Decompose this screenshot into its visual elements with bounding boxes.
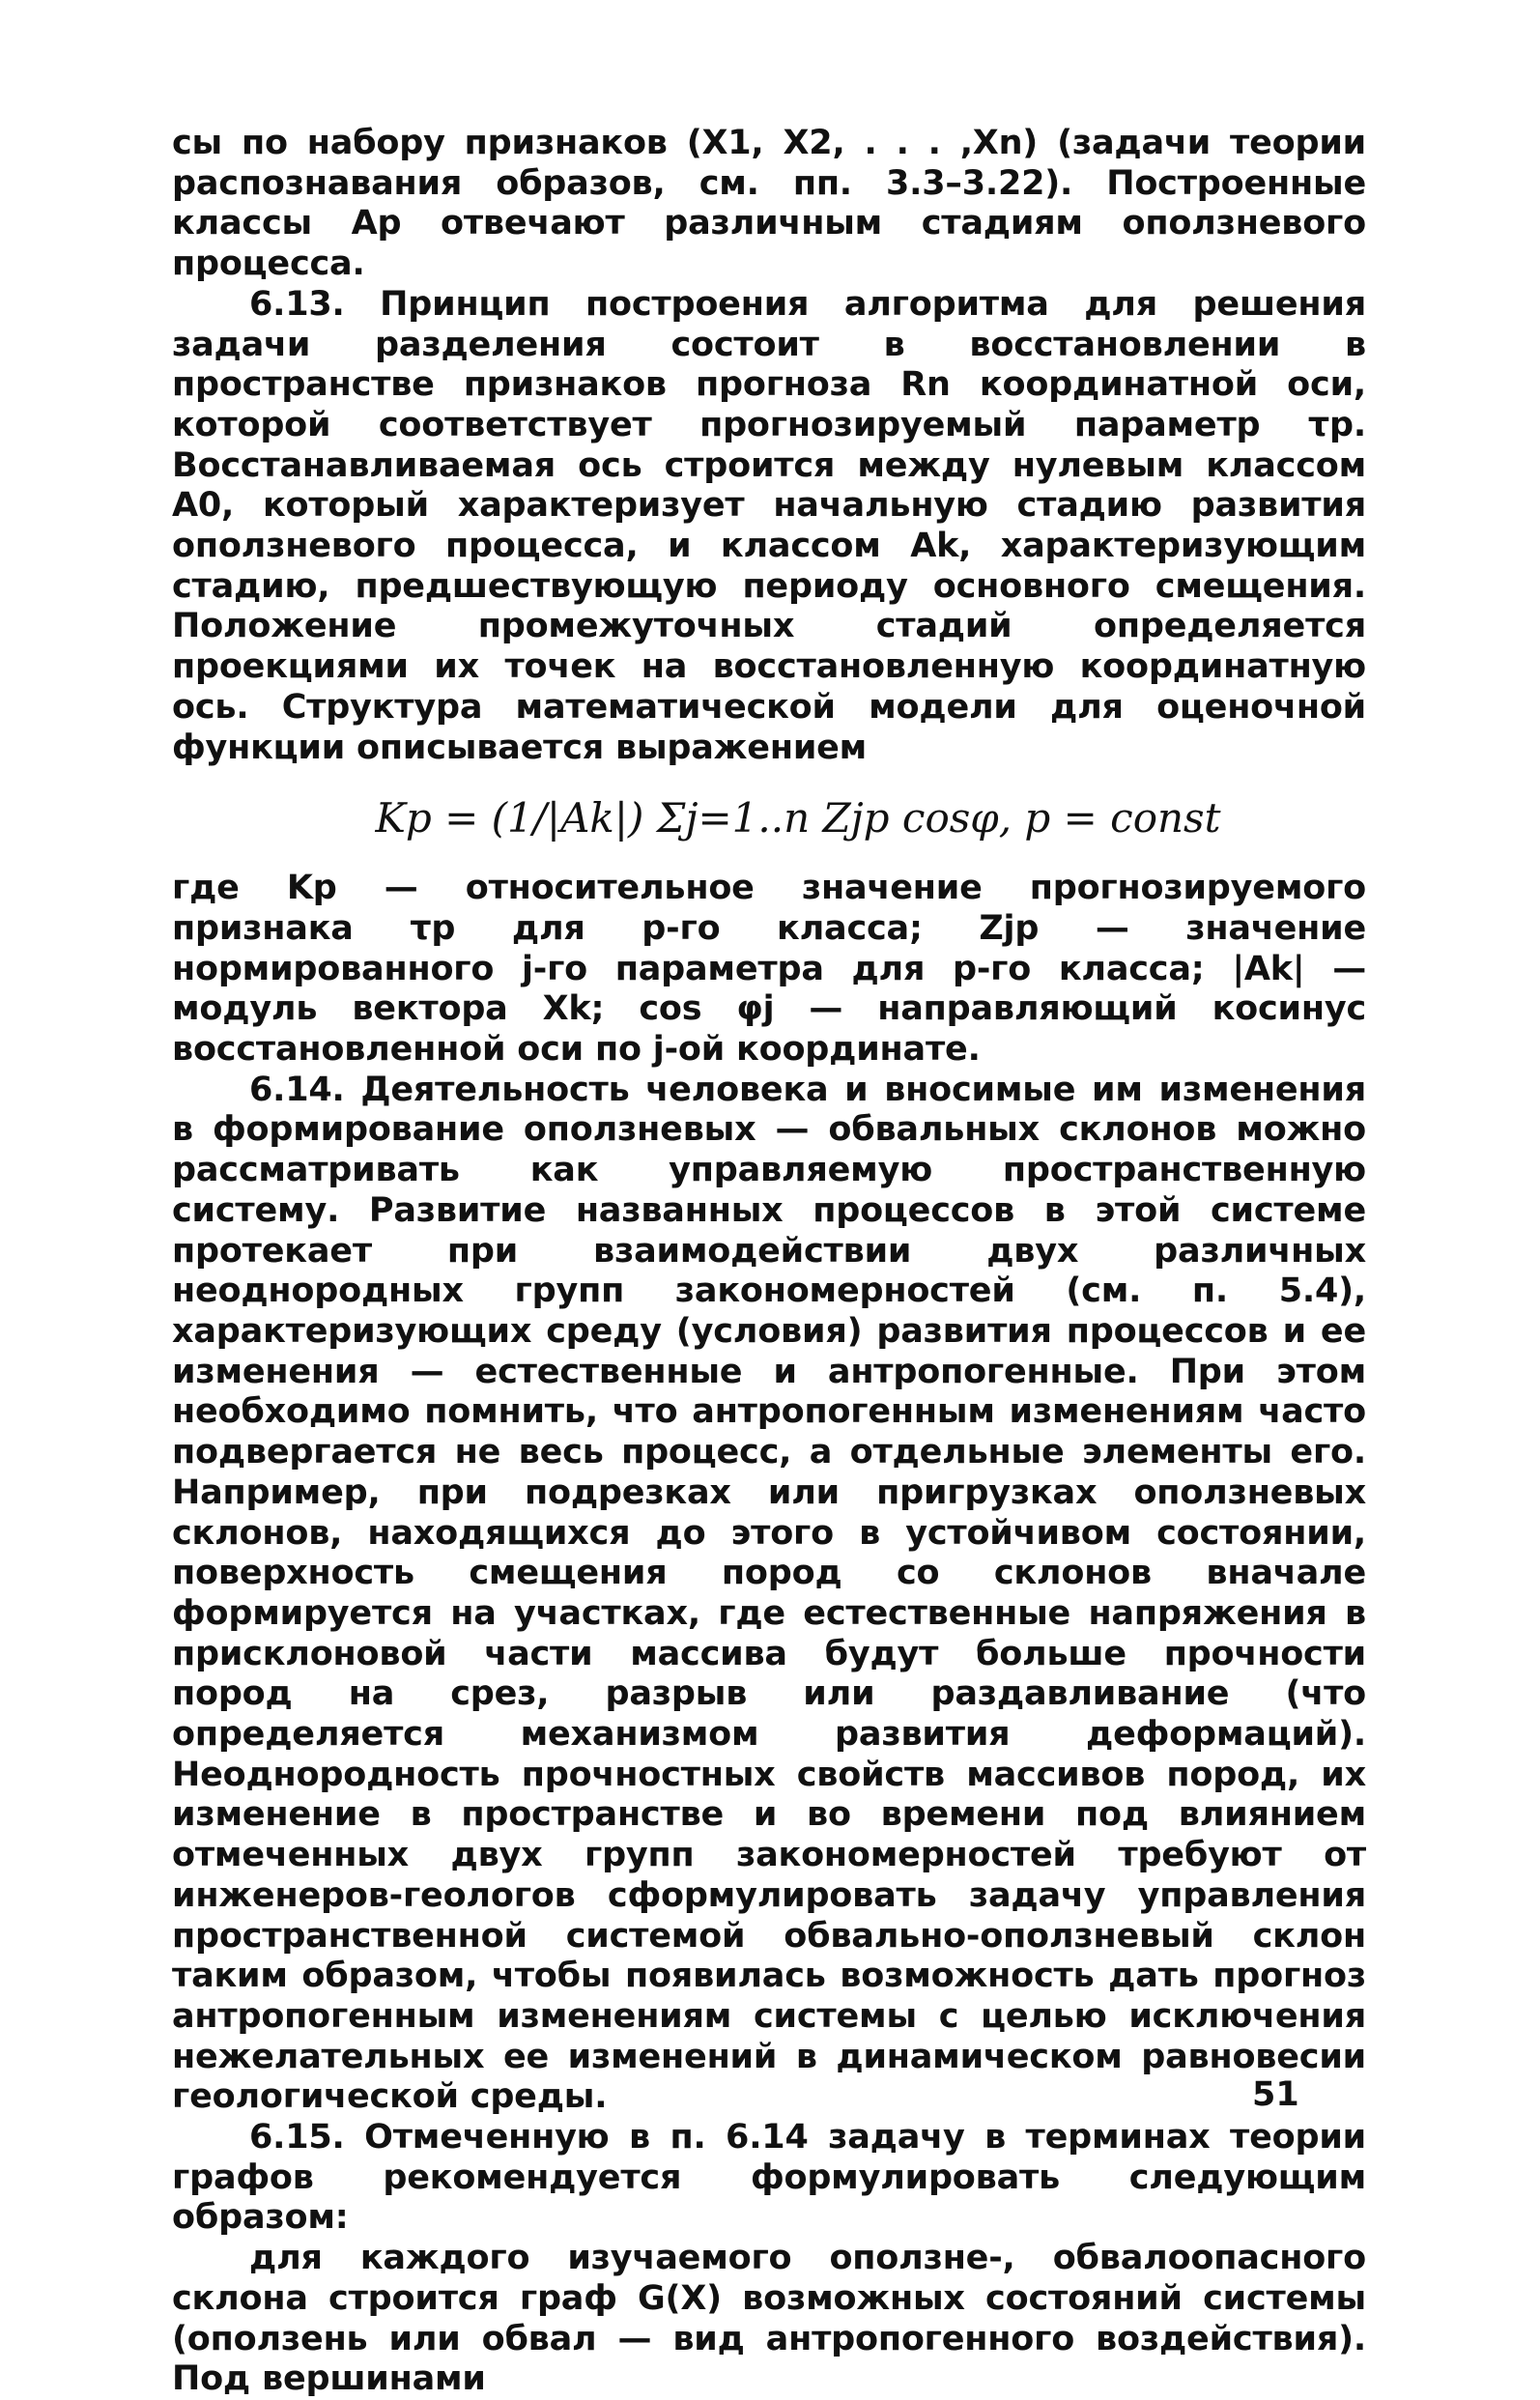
paragraph-6-15: 6.15. Отмеченную в п. 6.14 задачу в терминах теории графов рекомендуется формулировать следующим образом: (172, 2118, 1366, 2238)
page-body (172, 124, 1366, 2400)
paragraph-continuation: сы по набору признаков (X1, X2, . . . ,Xn) (задачи теории распознавания образов, см. пп. 3.3–3.22). Построенные классы Ap отвечают различным стадиям оползневого процесса. (172, 124, 1366, 284)
paragraph-6-13: 6.13. Принцип построения алгоритма для решения задачи разделения состоит в восстановлении в пространстве признаков прогноза Rn координатной оси, которой соответствует прогнозируемый параметр τp. Восстанавливаемая ось строится между нулевым классом A0, который характеризует начальную стадию развития оползневого процесса, и классом Ak, характеризующим стадию, предшествующую периоду основного смещения. Положение промежуточных стадий определяется проекциями их точек на восстановленную координатную ось. Структура математической модели для оценочной функции описывается выражением (172, 284, 1366, 767)
page-number: 51 (1252, 2075, 1299, 2114)
paragraph-where-definitions: где Kp — относительное значение прогнозируемого признака τp для p-го класса; Zjp — значение нормированного j-го параметра для p-го класса; |Ak| — модуль вектора Xk; cos φj — направляющий косинус восстановленной оси по j-ой координате. (172, 869, 1366, 1070)
paragraph-6-14: 6.14. Деятельность человека и вносимые им изменения в формирование оползневых — обвальных склонов можно рассматривать как управляемую пространственную систему. Развитие названных процессов в этой системе протекает при взаимодействии двух различных неоднородных групп закономерностей (см. п. 5.4), характеризующих среду (условия) развития процессов и ее изменения — естественные и антропогенные. При этом необходимо помнить, что антропогенным изменениям часто подвергается не весь процесс, а отдельные элементы его. Например, при подрезках или пригрузках оползневых склонов, находящихся до этого в устойчивом состоянии, поверхность смещения пород со склонов вначале формируется на участках, где естественные напряжения в присклоновой части массива будут больше прочности пород на срез, разрыв или раздавливание (что определяется механизмом развития деформаций). Неоднородность прочностных свойств массивов пород, их изменение в пространстве и во времени под влиянием отмеченных двух групп закономерностей требуют от инженеров-геологов сформулировать задачу управления пространственной системой обвально-оползневый склон таким образом, чтобы появилась возможность дать прогноз антропогенным изменениям системы с целью исключения нежелательных ее изменений в динамическом равновесии геологической среды. (172, 1070, 1366, 2117)
math-formula: Kp = (1/|Ak|) Σj=1..n Zjp cosφ, p = const (375, 794, 1221, 843)
paragraph-graph-definition: для каждого изучаемого оползне-, обвалоопасного склона строится граф G(X) возможных состояний системы (оползень или обвал — вид антропогенного воздействия). Под вершинами (172, 2239, 1366, 2399)
